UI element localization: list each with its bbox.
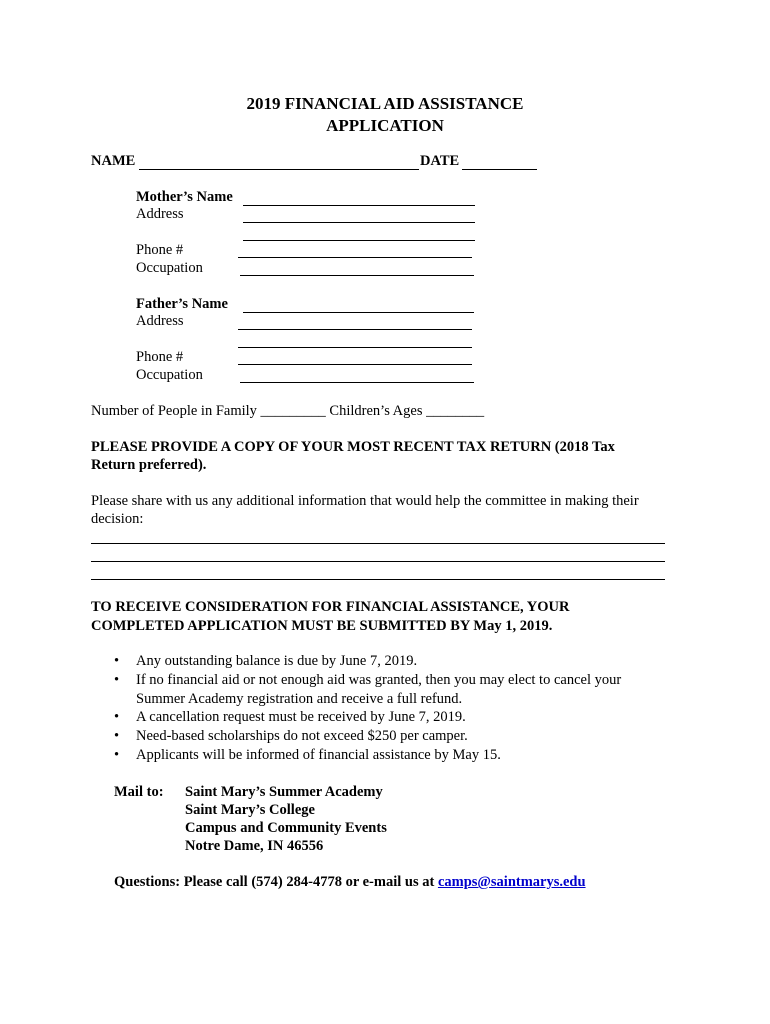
additional-info-field-3[interactable] — [91, 563, 665, 579]
list-item: • A cancellation request must be received by June 7, 2019. — [110, 708, 670, 727]
mail-address-line4: Notre Dame, IN 46556 — [185, 838, 324, 854]
family-row — [91, 403, 484, 420]
mother-phone-label: Phone # — [136, 242, 184, 258]
father-occupation-label: Occupation — [136, 367, 203, 383]
form-title-line2: APPLICATION — [326, 116, 444, 135]
father-occupation-line — [240, 382, 474, 383]
date-field[interactable] — [462, 152, 537, 168]
childrens-ages-field[interactable]: ________ — [426, 403, 485, 419]
people-in-family-label: Number of People in Family — [91, 403, 257, 419]
additional-info-line2: decision: — [91, 511, 144, 527]
father-address-line-1 — [238, 329, 472, 330]
list-item: • Applicants will be informed of financial assistance by May 15. — [110, 746, 670, 765]
date-field-line — [462, 169, 537, 170]
mother-occupation-label: Occupation — [136, 260, 203, 276]
mother-phone-field[interactable] — [238, 241, 472, 257]
mother-phone-line — [238, 257, 472, 258]
additional-info-line-1 — [91, 543, 665, 544]
email-link[interactable]: camps@saintmarys.edu — [437, 874, 586, 890]
mother-address-field-1[interactable] — [243, 206, 475, 222]
father-name-field[interactable] — [243, 295, 474, 311]
list-item: • If no financial aid or not enough aid was granted, then you may elect to cancel your Summer Academy registration and receive a full refund. — [110, 671, 656, 709]
mother-occupation-line — [240, 275, 474, 276]
questions-row — [114, 874, 586, 891]
policy-list — [110, 652, 670, 765]
father-address-field-1[interactable] — [238, 313, 472, 329]
father-address-label: Address — [136, 313, 184, 329]
mother-address-label: Address — [136, 206, 184, 222]
additional-info-line-3 — [91, 579, 665, 580]
father-phone-label: Phone # — [136, 349, 184, 365]
mail-address-line2: Saint Mary’s College — [185, 802, 315, 818]
date-label: DATE — [420, 153, 460, 169]
list-item: • Need-based scholarships do not exceed $250 per camper. — [110, 727, 670, 746]
father-occupation-field[interactable] — [240, 366, 474, 382]
additional-info-field-2[interactable] — [91, 545, 665, 561]
tax-notice-line1: PLEASE PROVIDE A COPY OF YOUR MOST RECENT TAX RETURN (2018 Tax — [91, 439, 615, 455]
questions-text: Questions: Please call (574) 284-4778 or e-mail us at — [114, 874, 435, 890]
mother-address-line-1 — [243, 222, 475, 223]
name-field[interactable] — [139, 152, 419, 168]
mail-to-label: Mail to: — [114, 784, 164, 800]
mail-address-line1: Saint Mary’s Summer Academy — [185, 784, 383, 800]
name-label: NAME — [91, 153, 136, 169]
tax-notice-line2: Return preferred). — [91, 457, 207, 473]
father-name-label: Father’s Name — [136, 296, 228, 312]
mother-name-label: Mother’s Name — [136, 189, 233, 205]
additional-info-field-1[interactable] — [91, 527, 665, 543]
mother-name-field[interactable] — [243, 188, 475, 204]
name-field-line — [139, 169, 419, 170]
people-in-family-field[interactable]: _________ — [260, 403, 326, 419]
father-phone-field[interactable] — [238, 348, 472, 364]
childrens-ages-label: Children’s Ages — [329, 403, 423, 419]
mother-occupation-field[interactable] — [240, 259, 474, 275]
form-title-line1: 2019 FINANCIAL AID ASSISTANCE — [246, 94, 524, 113]
additional-info-line-2 — [91, 561, 665, 562]
mother-address-field-2[interactable] — [243, 224, 475, 240]
list-item: • Any outstanding balance is due by June 7, 2019. — [110, 652, 670, 671]
additional-info-line1: Please share with us any additional information that would help the committee in making their — [91, 493, 639, 509]
mail-address-line3: Campus and Community Events — [185, 820, 387, 836]
father-address-field-2[interactable] — [238, 331, 472, 347]
deadline-line1: TO RECEIVE CONSIDERATION FOR FINANCIAL ASSISTANCE, YOUR — [91, 599, 570, 615]
deadline-line2: COMPLETED APPLICATION MUST BE SUBMITTED BY May 1, 2019. — [91, 618, 553, 634]
father-phone-line — [238, 364, 472, 365]
